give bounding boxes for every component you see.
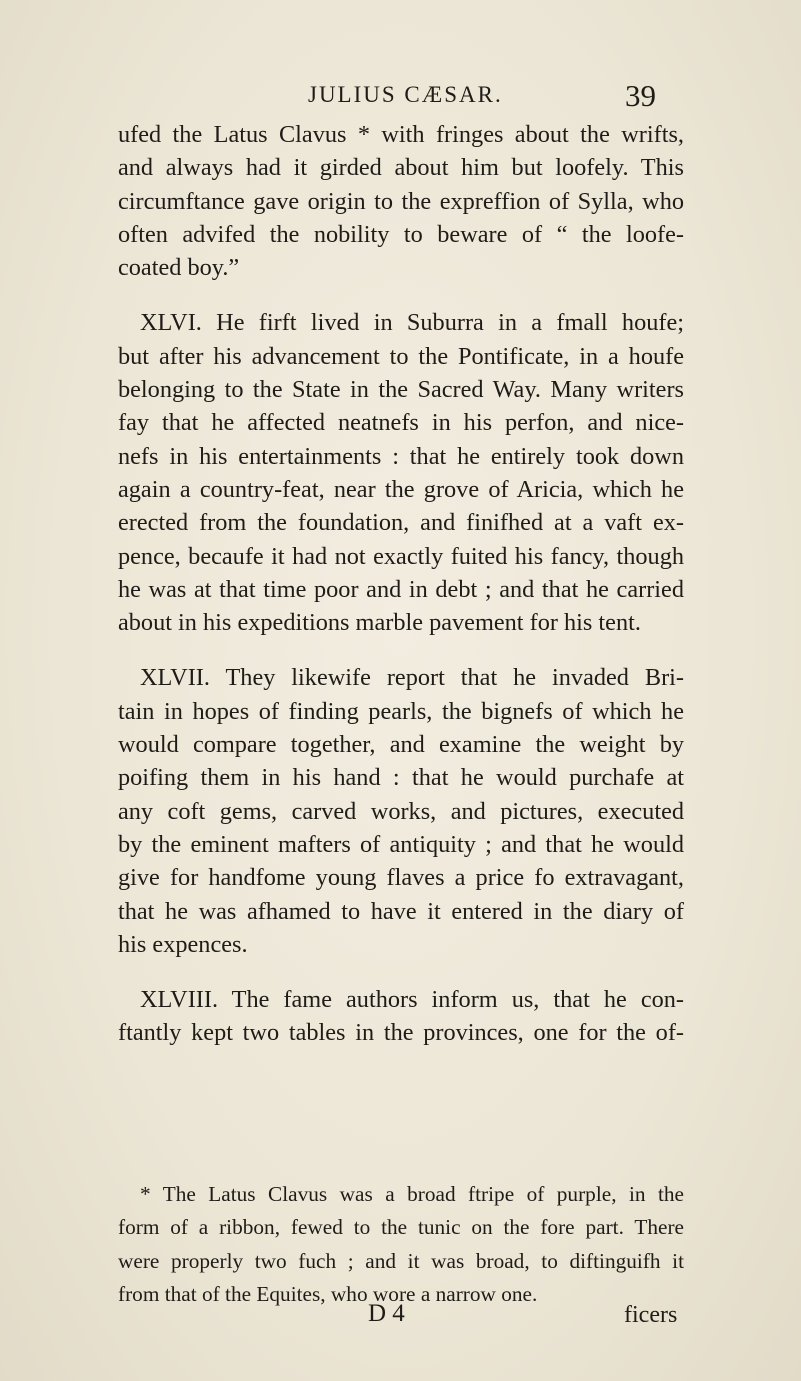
text-line: erected from the foundation, and finifhed at a vaft ex- <box>118 509 684 537</box>
text-line: by the eminent mafters of antiquity ; and that he would <box>118 830 684 858</box>
text-line: his expences. <box>118 930 248 958</box>
footnote-line: * The Latus Clavus was a broad ftripe of purple, in the <box>140 1182 684 1206</box>
text-line: but after his advancement to the Pontificate, in a houfe <box>118 342 684 370</box>
text-line: circumftance gave origin to the expreffion of Sylla, who <box>118 187 684 215</box>
text-line: often advifed the nobility to beware of “ the loofe- <box>118 220 684 248</box>
footnote-line: were properly two fuch ; and it was broad, to diftinguifh it <box>118 1248 684 1273</box>
text-line: any coft gems, carved works, and pictures, executed <box>118 797 684 825</box>
text-line: XLVIII. The fame authors inform us, that he con- <box>140 986 684 1014</box>
page-number: 39 <box>625 78 656 113</box>
text-line: he was at that time poor and in debt ; and that he carried <box>118 575 684 603</box>
text-line: fay that he affected neatnefs in his perfon, and nice- <box>118 409 684 437</box>
text-line: would compare together, and examine the weight by <box>118 731 684 759</box>
signature-mark: D 4 <box>368 1300 405 1327</box>
text-line: XLVII. They likewife report that he invaded Bri- <box>140 664 684 692</box>
catchword: ficers <box>624 1302 678 1328</box>
footnote-line: form of a ribbon, fewed to the tunic on the fore part. There <box>118 1215 684 1240</box>
text-line: ufed the Latus Clavus * with fringes about the wrifts, <box>118 121 684 148</box>
text-line: pence, becaufe it had not exactly fuited his fancy, though <box>118 542 684 570</box>
paragraph-xlvii <box>118 661 684 961</box>
running-title: JULIUS CÆSAR. <box>308 82 503 107</box>
text-line: coated boy.” <box>118 254 240 282</box>
page-footer <box>0 1300 801 1340</box>
text-line: tain in hopes of finding pearls, the bignefs of which he <box>118 697 684 725</box>
text-line: nefs in his entertainments : that he entirely took down <box>118 442 684 470</box>
text-line: again a country-feat, near the grove of Aricia, which he <box>118 475 684 503</box>
paragraph-continuation <box>118 118 684 284</box>
text-line: about in his expeditions marble pavement for his tent. <box>118 609 641 637</box>
text-line: and always had it girded about him but loofely. This <box>118 154 684 182</box>
text-line: give for handfome young flaves a price fo extravagant, <box>118 864 684 892</box>
text-line: XLVI. He firft lived in Suburra in a fmall houfe; <box>140 309 684 337</box>
text-line: ftantly kept two tables in the provinces, one for the of- <box>118 1019 684 1047</box>
paragraph-xlviii <box>118 983 684 1050</box>
main-text <box>118 118 684 1050</box>
footnote <box>118 1180 684 1313</box>
paragraph-xlvi <box>118 306 684 639</box>
text-line: belonging to the State in the Sacred Way. Many writers <box>118 376 684 404</box>
running-head <box>0 78 801 118</box>
text-line: poifing them in his hand : that he would purchafe at <box>118 764 684 792</box>
footnote-line: from that of the Equites, who wore a narrow one. <box>118 1281 538 1306</box>
text-line: that he was afhamed to have it entered in the diary of <box>118 897 684 925</box>
